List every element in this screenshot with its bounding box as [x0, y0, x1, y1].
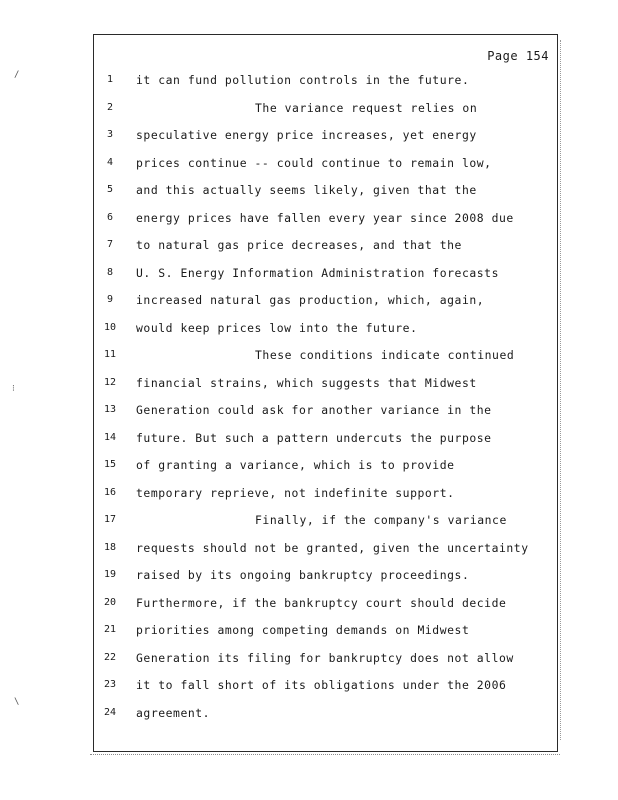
line-number: 14	[103, 431, 117, 443]
line-number: 22	[103, 651, 117, 663]
line-text: increased natural gas production, which, again,	[136, 293, 485, 307]
line-number: 24	[103, 706, 117, 718]
line-number: 18	[103, 541, 117, 553]
transcript-line	[94, 211, 557, 229]
transcript-line	[94, 458, 557, 476]
line-number: 12	[103, 376, 117, 388]
line-text: requests should not be granted, given the uncertainty	[136, 540, 529, 555]
line-number: 1	[106, 74, 114, 85]
scan-edge-bottom	[90, 754, 560, 757]
line-number: 6	[106, 211, 114, 223]
transcript-line	[94, 403, 557, 421]
line-number: 16	[103, 486, 117, 498]
line-text: energy prices have fallen every year since 2008 due	[136, 210, 514, 225]
transcript-line	[94, 678, 557, 696]
line-number: 23	[103, 679, 117, 690]
margin-mark-middle: ⁝	[12, 384, 15, 394]
line-text: agreement.	[136, 705, 211, 720]
line-text: raised by its ongoing bankruptcy proceedings.	[136, 568, 470, 582]
line-number: 4	[106, 156, 114, 168]
transcript-line	[94, 101, 557, 119]
transcript-line	[94, 293, 557, 311]
line-number: 7	[106, 239, 114, 250]
line-number: 15	[103, 459, 117, 470]
transcript-line	[94, 431, 557, 449]
line-text: future. But such a pattern undercuts the purpose	[136, 430, 492, 445]
transcript-line	[94, 238, 557, 256]
line-text: Finally, if the company's variance	[255, 513, 507, 527]
transcript-line	[94, 128, 557, 146]
line-text: Furthermore, if the bankruptcy court should decide	[136, 595, 507, 610]
line-text: Generation could ask for another variance in the	[136, 403, 492, 417]
line-number: 5	[106, 184, 114, 195]
page-number: Page 154	[487, 49, 549, 63]
transcript-line	[94, 596, 557, 614]
line-number: 9	[106, 294, 114, 305]
line-number: 2	[106, 101, 114, 113]
transcript-line	[94, 651, 557, 669]
transcript-line	[94, 156, 557, 174]
transcript-line	[94, 706, 557, 724]
line-text: These conditions indicate continued	[255, 348, 515, 362]
line-text: temporary reprieve, not indefinite support.	[136, 485, 455, 500]
margin-mark-top: /	[14, 70, 20, 80]
line-number: 8	[106, 266, 114, 278]
line-number: 20	[103, 596, 117, 608]
transcript-line	[94, 541, 557, 559]
line-text: would keep prices low into the future.	[136, 320, 418, 335]
transcript-line	[94, 321, 557, 339]
line-text: it to fall short of its obligations under the 2006	[136, 678, 507, 692]
line-number: 3	[106, 129, 114, 140]
line-number: 19	[103, 569, 117, 580]
line-number: 17	[103, 514, 117, 525]
transcript-line	[94, 183, 557, 201]
transcript-line	[94, 73, 557, 91]
line-text: speculative energy price increases, yet energy	[136, 128, 477, 142]
line-text: financial strains, which suggests that Midwest	[136, 375, 477, 390]
line-number: 21	[103, 624, 117, 635]
transcript-line	[94, 486, 557, 504]
line-number: 11	[103, 349, 117, 360]
transcript-line	[94, 513, 557, 531]
transcript-line	[94, 376, 557, 394]
scan-edge-right	[560, 40, 563, 740]
line-text: Generation its filing for bankruptcy does not allow	[136, 650, 514, 665]
transcript-line	[94, 348, 557, 366]
transcript-page	[93, 34, 558, 752]
line-text: and this actually seems likely, given that the	[136, 183, 477, 197]
line-number: 10	[103, 321, 117, 333]
line-text: priorities among competing demands on Midwest	[136, 623, 470, 637]
margin-mark-bottom: \	[14, 697, 20, 707]
line-text: of granting a variance, which is to provide	[136, 458, 455, 472]
transcript-line	[94, 623, 557, 641]
line-text: prices continue -- could continue to remain low,	[136, 155, 492, 170]
transcript-line	[94, 568, 557, 586]
line-text: U. S. Energy Information Administration forecasts	[136, 265, 499, 280]
line-text: The variance request relies on	[255, 100, 478, 115]
transcript-line	[94, 266, 557, 284]
line-number: 13	[103, 404, 117, 415]
line-text: to natural gas price decreases, and that the	[136, 238, 462, 252]
line-text: it can fund pollution controls in the future.	[136, 73, 470, 87]
